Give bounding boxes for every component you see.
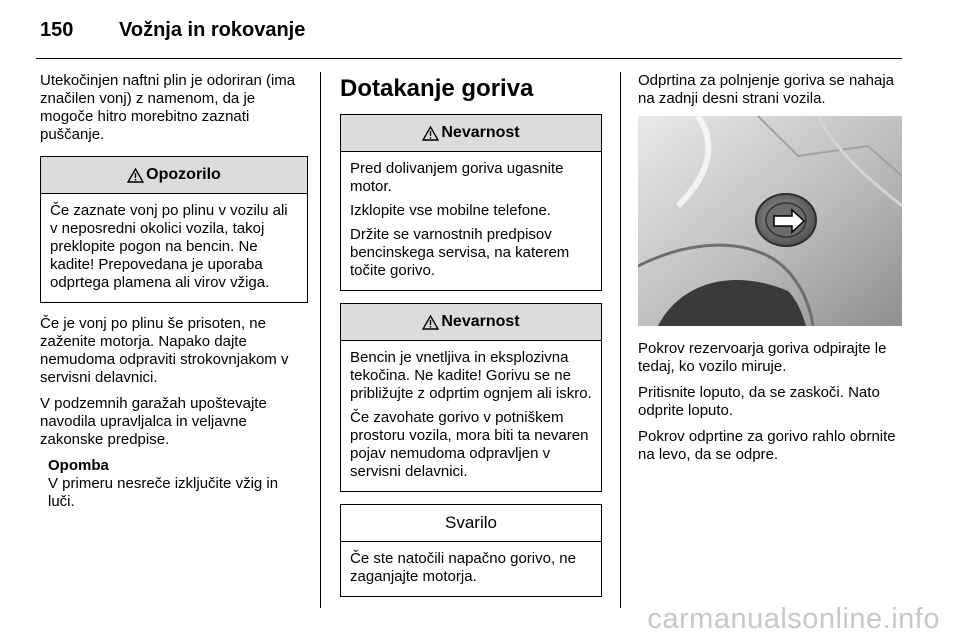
caution-text: Če ste natočili napačno gorivo, ne zaganjajte motorja. (350, 550, 576, 585)
warning-box-header (41, 157, 307, 194)
paragraph: Pokrov rezervoarja goriva odpirajte le tedaj, ko vozilo miruje. (638, 340, 887, 375)
danger-text: Držite se varnostnih predpisov bencinskega servisa, na katerem točite gorivo. (350, 226, 570, 279)
warning-box (40, 156, 308, 303)
caution-title: Svarilo (445, 513, 497, 532)
column-middle (340, 76, 602, 609)
watermark: carmanualsonline.info (647, 603, 940, 635)
column-divider (320, 72, 321, 608)
danger-box-header (341, 304, 601, 341)
section-title: Dotakanje goriva (340, 75, 534, 102)
intro-paragraph: Odprtina za polnjenje goriva se nahaja na zadnji desni strani vozila. (638, 72, 895, 107)
caution-box-header (341, 505, 601, 542)
page-header (0, 0, 960, 62)
danger-box-header (341, 115, 601, 152)
paragraph: Pokrov odprtine za gorivo rahlo obrnite na levo, da se odpre. (638, 428, 896, 463)
column-left (40, 72, 308, 511)
danger-box (340, 303, 602, 492)
warning-triangle-icon (422, 315, 439, 330)
warning-title: Opozorilo (146, 166, 221, 183)
fuel-filler-flap-photo (638, 116, 902, 326)
danger-text: Če zavohate gorivo v potniškem prostoru vozila, mora biti ta nevaren pojav nemudoma odpravljen v servisni delavnici. (350, 409, 589, 480)
warning-box-body (41, 194, 307, 302)
paragraph: Če je vonj po plinu še prisoten, ne zaženite motorja. Napako dajte nemudoma odpraviti strokovnjakom v servisni delavnici. (40, 315, 289, 386)
warning-triangle-icon (422, 126, 439, 141)
note-title: Opomba (48, 457, 109, 474)
page-number: 150 (40, 19, 74, 41)
caution-box-body (341, 542, 601, 596)
caution-box (340, 504, 602, 597)
danger-box (340, 114, 602, 291)
danger-title: Nevarnost (441, 313, 520, 330)
header-rule (36, 58, 902, 59)
note-block (48, 457, 308, 511)
warning-triangle-icon (127, 168, 144, 183)
danger-text: Pred dolivanjem goriva ugasnite motor. (350, 160, 564, 195)
danger-box-body (341, 152, 601, 290)
column-right (638, 72, 902, 472)
paragraph: Pritisnite loputo, da se zaskoči. Nato odprite loputo. (638, 384, 880, 419)
paragraph: V podzemnih garažah upoštevajte navodila upravljalca in veljavne zakonske predpise. (40, 395, 267, 448)
danger-text: Bencin je vnetljiva in eksplozivna tekočina. Ne kadite! Gorivu se ne približujte z odprtim ognjem ali iskro. (350, 349, 592, 402)
chapter-title: Vožnja in rokovanje (119, 19, 306, 41)
danger-box-body (341, 341, 601, 491)
danger-title: Nevarnost (441, 124, 520, 141)
intro-paragraph: Utekočinjen naftni plin je odoriran (ima značilen vonj) z namenom, da je mogoče hitro morebitno zaznati puščanje. (40, 72, 296, 143)
note-text: V primeru nesreče izključite vžig in luči. (48, 475, 279, 510)
column-divider (620, 72, 621, 608)
warning-text: Če zaznate vonj po plinu v vozilu ali v neposredni okolici vozila, takoj preklopite pogon na bencin. Ne kadite! Prepovedana je uporaba odprtega plamena ali virov vžiga. (50, 202, 288, 291)
danger-text: Izklopite vse mobilne telefone. (350, 202, 551, 219)
